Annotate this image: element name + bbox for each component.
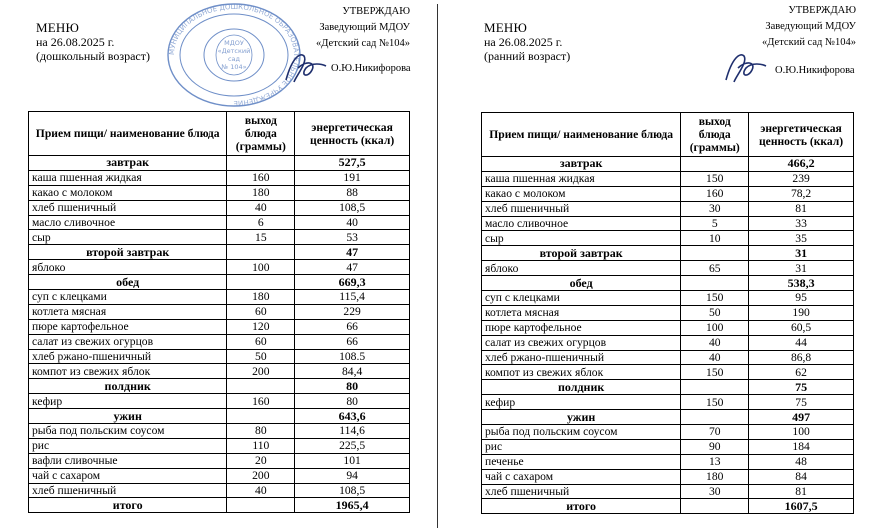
- dish-kcal: 33: [749, 216, 854, 231]
- dish-kcal: 31: [749, 261, 854, 276]
- dish-row: [29, 185, 410, 200]
- dish-kcal: 53: [295, 230, 410, 245]
- dish-row: [29, 304, 410, 319]
- dish-grams: 150: [681, 291, 749, 306]
- meal-name: полдник: [29, 379, 227, 394]
- dish-row: [482, 365, 854, 380]
- dish-name: котлета мясная: [29, 304, 227, 319]
- dish-kcal: 78,2: [749, 186, 854, 201]
- total-label: итого: [29, 498, 227, 513]
- dish-grams: 50: [681, 305, 749, 320]
- meal-row: [29, 379, 410, 394]
- stamp-center-line2: «Детский: [217, 47, 251, 55]
- total-kcal: 1965,4: [295, 498, 410, 513]
- dish-kcal: 81: [749, 201, 854, 216]
- dish-kcal: 80: [295, 394, 410, 409]
- dish-row: [482, 171, 854, 186]
- dish-row: [29, 334, 410, 349]
- dish-name: компот из свежих яблок: [482, 365, 681, 380]
- menu-rows: [482, 157, 854, 514]
- dish-grams: 200: [227, 364, 295, 379]
- dish-kcal: 47: [295, 260, 410, 275]
- dish-grams: 40: [681, 335, 749, 350]
- meal-kcal: 80: [295, 379, 410, 394]
- dish-name: какао с молоком: [29, 185, 227, 200]
- meal-name: ужин: [482, 410, 681, 425]
- dish-grams: 80: [227, 424, 295, 439]
- dish-row: [482, 439, 854, 454]
- menu-sheet-early: [437, 0, 873, 530]
- dish-grams: 160: [681, 186, 749, 201]
- menu-age-group: (ранний возраст): [484, 49, 571, 63]
- meal-name: обед: [29, 275, 227, 290]
- meal-row: [482, 246, 854, 261]
- dish-grams: 160: [227, 394, 295, 409]
- menu-title: МЕНЮ: [484, 20, 528, 35]
- dish-kcal: 86,8: [749, 350, 854, 365]
- total-row: [29, 498, 410, 513]
- dish-grams: 100: [681, 320, 749, 335]
- total-grams: [227, 498, 295, 513]
- dish-grams: 60: [227, 334, 295, 349]
- dish-row: [482, 335, 854, 350]
- dish-grams: 100: [227, 260, 295, 275]
- dish-grams: 10: [681, 231, 749, 246]
- meal-grams: [227, 379, 295, 394]
- dish-grams: 50: [227, 349, 295, 364]
- meal-name: завтрак: [29, 156, 227, 171]
- meal-grams: [227, 275, 295, 290]
- dish-row: [482, 305, 854, 320]
- dish-name: суп с клецками: [482, 291, 681, 306]
- dish-grams: 90: [681, 439, 749, 454]
- dish-grams: 30: [681, 201, 749, 216]
- menu-heading: [36, 21, 150, 63]
- meal-grams: [681, 380, 749, 395]
- dish-kcal: 101: [295, 453, 410, 468]
- dish-grams: 150: [681, 395, 749, 410]
- dish-grams: 150: [681, 171, 749, 186]
- meal-kcal: 527,5: [295, 156, 410, 171]
- dish-name: какао с молоком: [482, 186, 681, 201]
- dish-grams: 6: [227, 215, 295, 230]
- meal-kcal: 497: [749, 410, 854, 425]
- dish-grams: 30: [681, 484, 749, 499]
- menu-date: на 26.08.2025 г.: [484, 35, 563, 49]
- meal-row: [482, 276, 854, 291]
- dish-row: [29, 453, 410, 468]
- dish-name: рыба под польским соусом: [29, 424, 227, 439]
- meal-grams: [681, 246, 749, 261]
- meal-grams: [681, 157, 749, 172]
- meal-row: [482, 157, 854, 172]
- dish-kcal: 75: [749, 395, 854, 410]
- dish-name: кефир: [29, 394, 227, 409]
- dish-name: каша пшенная жидкая: [29, 170, 227, 185]
- approval-title: УТВЕРЖДАЮ: [342, 6, 410, 17]
- dish-row: [29, 290, 410, 305]
- approval-block: [316, 4, 410, 52]
- dish-name: котлета мясная: [482, 305, 681, 320]
- meal-kcal: 47: [295, 245, 410, 260]
- header-grams: выход блюда (граммы): [227, 112, 295, 156]
- meal-kcal: 31: [749, 246, 854, 261]
- approval-role: Заведующий МДОУ: [319, 22, 410, 33]
- dish-name: рыба под польским соусом: [482, 425, 681, 440]
- dish-grams: 200: [227, 468, 295, 483]
- meal-row: [29, 275, 410, 290]
- dish-grams: 13: [681, 454, 749, 469]
- dish-kcal: 190: [749, 305, 854, 320]
- dish-row: [29, 200, 410, 215]
- meal-name: второй завтрак: [29, 245, 227, 260]
- total-grams: [681, 499, 749, 514]
- dish-row: [482, 395, 854, 410]
- dish-name: чай с сахаром: [482, 469, 681, 484]
- dish-row: [29, 468, 410, 483]
- menu-sheet-preschool: [0, 0, 436, 530]
- dish-kcal: 88: [295, 185, 410, 200]
- dish-grams: 180: [227, 185, 295, 200]
- dish-kcal: 239: [749, 171, 854, 186]
- dish-grams: 5: [681, 216, 749, 231]
- dish-row: [29, 260, 410, 275]
- dish-name: хлеб ржано-пшеничный: [482, 350, 681, 365]
- header-kcal: энергетическая ценность (ккал): [749, 113, 854, 157]
- dish-name: суп с клецками: [29, 290, 227, 305]
- dish-name: салат из свежих огурцов: [29, 334, 227, 349]
- dish-name: масло сливочное: [482, 216, 681, 231]
- meal-kcal: 538,3: [749, 276, 854, 291]
- dish-name: яблоко: [29, 260, 227, 275]
- total-row: [482, 499, 854, 514]
- meal-row: [482, 380, 854, 395]
- header-dish: Прием пищи/ наименование блюда: [29, 112, 227, 156]
- dish-row: [29, 215, 410, 230]
- dish-name: хлеб пшеничный: [482, 484, 681, 499]
- dish-grams: 180: [227, 290, 295, 305]
- dish-kcal: 114,6: [295, 424, 410, 439]
- dish-row: [482, 231, 854, 246]
- dish-kcal: 81: [749, 484, 854, 499]
- dish-name: салат из свежих огурцов: [482, 335, 681, 350]
- dish-grams: 160: [227, 170, 295, 185]
- meal-kcal: 669,3: [295, 275, 410, 290]
- dish-grams: 40: [227, 483, 295, 498]
- dish-row: [29, 483, 410, 498]
- meal-grams: [227, 245, 295, 260]
- dish-row: [482, 454, 854, 469]
- dish-kcal: 95: [749, 291, 854, 306]
- meal-name: завтрак: [482, 157, 681, 172]
- dish-grams: 15: [227, 230, 295, 245]
- dish-row: [482, 186, 854, 201]
- dish-grams: 70: [681, 425, 749, 440]
- dish-kcal: 84,4: [295, 364, 410, 379]
- dish-kcal: 84: [749, 469, 854, 484]
- stamp-ring-text: МУНИЦИПАЛЬНОЕ ДОШКОЛЬНОЕ ОБРАЗОВАТЕЛЬНОЕ УЧРЕЖДЕНИЕ: [167, 2, 301, 108]
- dish-row: [29, 170, 410, 185]
- menu-table: [28, 111, 410, 513]
- dish-grams: 60: [227, 304, 295, 319]
- dish-kcal: 40: [295, 215, 410, 230]
- dish-row: [482, 350, 854, 365]
- dish-kcal: 229: [295, 304, 410, 319]
- approval-org: «Детский сад №104»: [316, 38, 410, 49]
- meal-row: [29, 409, 410, 424]
- total-kcal: 1607,5: [749, 499, 854, 514]
- approval-role: Заведующий МДОУ: [765, 21, 856, 32]
- approval-name: О.Ю.Никифорова: [775, 65, 855, 76]
- dish-grams: 110: [227, 438, 295, 453]
- stamp-center-line3: сад: [227, 55, 241, 63]
- dish-kcal: 66: [295, 334, 410, 349]
- meal-row: [482, 410, 854, 425]
- dish-row: [29, 319, 410, 334]
- dish-row: [29, 364, 410, 379]
- meal-row: [29, 245, 410, 260]
- menu-rows: [29, 156, 410, 513]
- dish-row: [29, 424, 410, 439]
- approval-org: «Детский сад №104»: [762, 37, 856, 48]
- dish-grams: 150: [681, 365, 749, 380]
- dish-kcal: 94: [295, 468, 410, 483]
- meal-row: [29, 156, 410, 171]
- total-label: итого: [482, 499, 681, 514]
- dish-kcal: 100: [749, 425, 854, 440]
- dish-name: сыр: [29, 230, 227, 245]
- dish-row: [29, 349, 410, 364]
- signature-icon: [282, 50, 330, 86]
- dish-kcal: 191: [295, 170, 410, 185]
- dish-row: [29, 438, 410, 453]
- meal-name: ужин: [29, 409, 227, 424]
- dish-kcal: 66: [295, 319, 410, 334]
- signature-icon: [722, 50, 770, 86]
- dish-grams: 180: [681, 469, 749, 484]
- dish-kcal: 44: [749, 335, 854, 350]
- dish-kcal: 48: [749, 454, 854, 469]
- dish-kcal: 60,5: [749, 320, 854, 335]
- dish-row: [482, 201, 854, 216]
- dish-name: яблоко: [482, 261, 681, 276]
- menu-table: [481, 112, 854, 514]
- dish-row: [482, 261, 854, 276]
- dish-kcal: 115,4: [295, 290, 410, 305]
- dish-name: компот из свежих яблок: [29, 364, 227, 379]
- dish-grams: 40: [681, 350, 749, 365]
- dish-name: кефир: [482, 395, 681, 410]
- dish-name: хлеб пшеничный: [29, 483, 227, 498]
- meal-grams: [227, 409, 295, 424]
- dish-grams: 40: [227, 200, 295, 215]
- header-grams: выход блюда (граммы): [681, 113, 749, 157]
- dish-kcal: 184: [749, 439, 854, 454]
- dish-grams: 65: [681, 261, 749, 276]
- approval-title: УТВЕРЖДАЮ: [788, 5, 856, 16]
- dish-row: [29, 394, 410, 409]
- dish-name: печенье: [482, 454, 681, 469]
- menu-date: на 26.08.2025 г.: [36, 35, 115, 49]
- dish-name: сыр: [482, 231, 681, 246]
- dish-row: [482, 425, 854, 440]
- menu-age-group: (дошкольный возраст): [36, 49, 150, 63]
- meal-kcal: 643,6: [295, 409, 410, 424]
- dish-name: вафли сливочные: [29, 453, 227, 468]
- dish-kcal: 35: [749, 231, 854, 246]
- dish-row: [482, 484, 854, 499]
- dish-row: [482, 469, 854, 484]
- dish-name: рис: [29, 438, 227, 453]
- meal-grams: [681, 276, 749, 291]
- menu-heading: [484, 21, 570, 63]
- dish-name: масло сливочное: [29, 215, 227, 230]
- menu-title: МЕНЮ: [36, 20, 80, 35]
- approval-name: О.Ю.Никифорова: [331, 63, 411, 74]
- meal-name: второй завтрак: [482, 246, 681, 261]
- dish-row: [482, 216, 854, 231]
- dish-kcal: 62: [749, 365, 854, 380]
- dish-kcal: 108.5: [295, 349, 410, 364]
- meal-name: полдник: [482, 380, 681, 395]
- dish-kcal: 225,5: [295, 438, 410, 453]
- dish-name: хлеб пшеничный: [29, 200, 227, 215]
- dish-name: пюре картофельное: [482, 320, 681, 335]
- dish-row: [482, 320, 854, 335]
- dish-row: [29, 230, 410, 245]
- dish-grams: 120: [227, 319, 295, 334]
- stamp-center-line4: № 104»: [221, 63, 247, 71]
- dish-name: чай с сахаром: [29, 468, 227, 483]
- dish-row: [482, 291, 854, 306]
- meal-grams: [227, 156, 295, 171]
- meal-kcal: 75: [749, 380, 854, 395]
- dish-grams: 20: [227, 453, 295, 468]
- approval-block: [762, 3, 856, 51]
- meal-name: обед: [482, 276, 681, 291]
- dish-name: рис: [482, 439, 681, 454]
- header-dish: Прием пищи/ наименование блюда: [482, 113, 681, 157]
- dish-kcal: 108,5: [295, 200, 410, 215]
- header-kcal: энергетическая ценность (ккал): [295, 112, 410, 156]
- meal-kcal: 466,2: [749, 157, 854, 172]
- dish-name: хлеб ржано-пшеничный: [29, 349, 227, 364]
- dish-name: хлеб пшеничный: [482, 201, 681, 216]
- dish-kcal: 108,5: [295, 483, 410, 498]
- dish-name: пюре картофельное: [29, 319, 227, 334]
- stamp-center-line1: МДОУ: [224, 39, 244, 47]
- meal-grams: [681, 410, 749, 425]
- dish-name: каша пшенная жидкая: [482, 171, 681, 186]
